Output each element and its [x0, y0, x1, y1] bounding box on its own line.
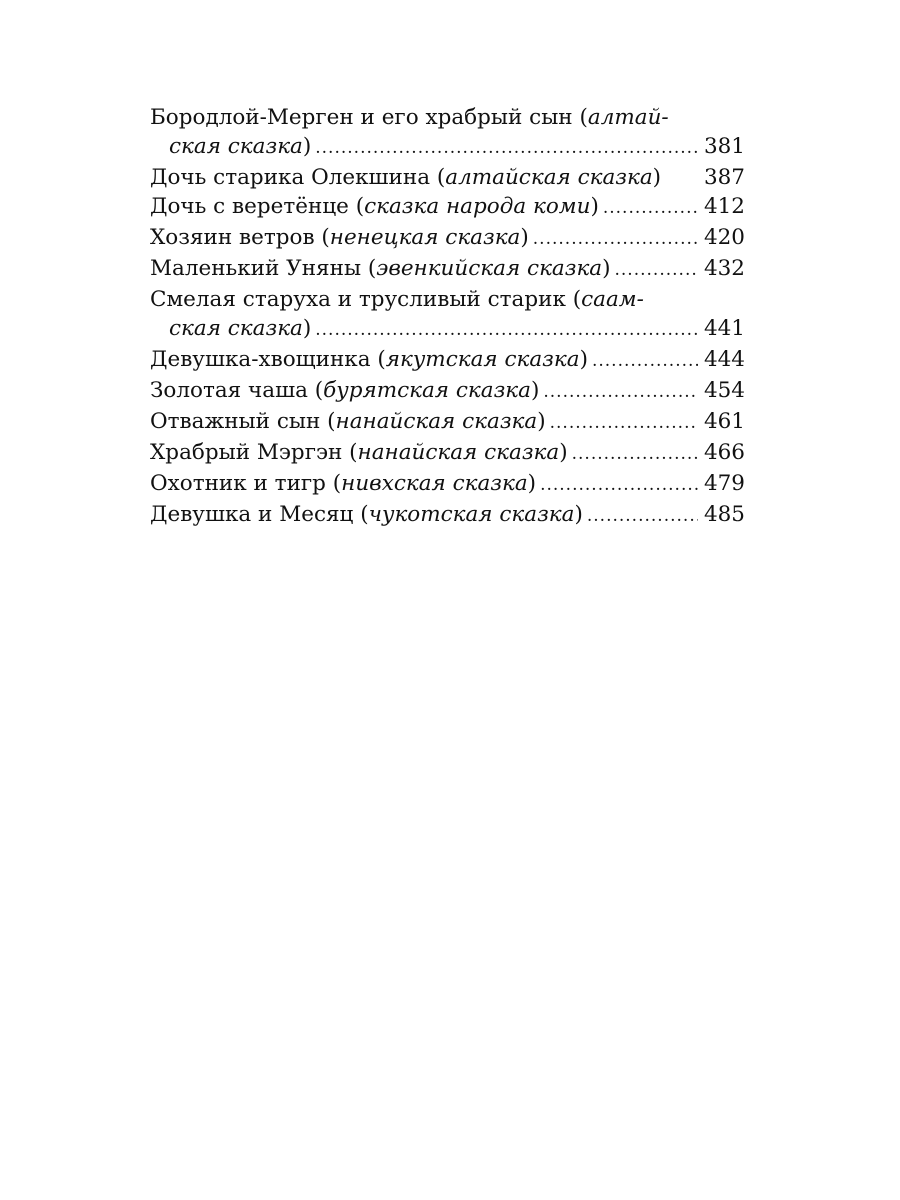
entry-genre: бурятская сказка	[323, 378, 531, 403]
toc-entry-line	[150, 254, 745, 285]
dot-leader	[315, 134, 698, 163]
toc-entry-line	[150, 345, 745, 376]
entry-genre: ненецкая сказка	[329, 225, 521, 250]
dot-leader	[543, 378, 698, 407]
toc-entry[interactable]	[150, 376, 745, 407]
toc-entry-line	[150, 376, 745, 407]
page-number: 485	[703, 502, 745, 527]
entry-genre: сказка народа коми	[364, 194, 591, 219]
entry-title: Храбрый Мэргэн (нанайская сказка)	[150, 440, 568, 465]
toc-entry[interactable]	[150, 223, 745, 254]
entry-title: Отважный сын (нанайская сказка)	[150, 409, 546, 434]
toc-entry[interactable]	[150, 254, 745, 285]
entry-genre: чукотская сказка	[368, 502, 575, 527]
entry-title: Девушка-хвощинка (якутская сказка)	[150, 347, 588, 372]
entry-genre: ская сказка	[169, 134, 303, 159]
entry-genre: нанайская сказка	[335, 409, 538, 434]
toc-entry[interactable]	[150, 163, 745, 192]
page-number: 466	[703, 440, 745, 465]
toc-entry[interactable]	[150, 103, 745, 163]
toc-entry[interactable]	[150, 500, 745, 531]
toc-entry[interactable]	[150, 345, 745, 376]
entry-genre: алтайская сказка	[445, 165, 653, 190]
toc-entry-line	[150, 192, 745, 223]
page-number: 432	[703, 256, 745, 281]
entry-title: Золотая чаша (бурятская сказка)	[150, 378, 540, 403]
page-number: 387	[703, 165, 745, 190]
entry-genre: эвенкийская сказка	[376, 256, 603, 281]
entry-genre: якутская сказка	[385, 347, 580, 372]
entry-title: Маленький Уняны (эвенкийская сказка)	[150, 256, 611, 281]
entry-title-cont: ская сказка)	[169, 316, 312, 341]
dot-leader	[533, 225, 698, 254]
page-number: 420	[703, 225, 745, 250]
entry-title: Охотник и тигр (нивхская сказка)	[150, 471, 537, 496]
entry-title: Бородлой-Мерген и его храбрый сын (алтай-	[150, 105, 669, 130]
toc-entry-line	[150, 500, 745, 531]
toc-entry-line	[150, 469, 745, 500]
dot-leader	[603, 194, 698, 223]
toc-entry-line	[150, 407, 745, 438]
page-number: 479	[703, 471, 745, 496]
toc-entry-line-2	[150, 132, 745, 163]
toc-entry-line-1	[150, 103, 745, 132]
entry-title: Девушка и Месяц (чукотская сказка)	[150, 502, 583, 527]
dot-leader	[540, 471, 698, 500]
entry-title: Хозяин ветров (ненецкая сказка)	[150, 225, 529, 250]
toc-entry-line	[150, 223, 745, 254]
toc-entry[interactable]	[150, 438, 745, 469]
toc-entry[interactable]	[150, 469, 745, 500]
toc-entry-line	[150, 163, 745, 192]
toc-entry[interactable]	[150, 407, 745, 438]
dot-leader	[315, 316, 698, 345]
entry-title: Дочь старика Олекшина (алтайская сказка)	[150, 165, 662, 190]
page-number: 454	[703, 378, 745, 403]
dot-leader	[592, 347, 698, 376]
toc-entry-line-2	[150, 314, 745, 345]
dot-leader	[615, 256, 698, 285]
page-number: 381	[703, 134, 745, 159]
page-number: 444	[703, 347, 745, 372]
toc-entry-line	[150, 438, 745, 469]
page-number: 461	[703, 409, 745, 434]
entry-title: Смелая старуха и трусливый старик (саам-	[150, 287, 644, 312]
entry-genre: саам-	[581, 287, 644, 312]
entry-genre: нанайская сказка	[357, 440, 560, 465]
toc-entry-line-1	[150, 285, 745, 314]
entry-genre: ская сказка	[169, 316, 303, 341]
page-number: 441	[703, 316, 745, 341]
entry-title: Дочь с веретёнце (сказка народа коми)	[150, 194, 599, 219]
dot-leader	[572, 440, 698, 469]
table-of-contents	[150, 103, 745, 531]
entry-title-cont: ская сказка)	[169, 134, 312, 159]
toc-entry[interactable]	[150, 192, 745, 223]
entry-genre: алтай-	[587, 105, 669, 130]
page-number: 412	[703, 194, 745, 219]
dot-leader	[550, 409, 698, 438]
toc-entry[interactable]	[150, 285, 745, 345]
dot-leader	[587, 502, 698, 531]
entry-genre: нивхская сказка	[341, 471, 528, 496]
